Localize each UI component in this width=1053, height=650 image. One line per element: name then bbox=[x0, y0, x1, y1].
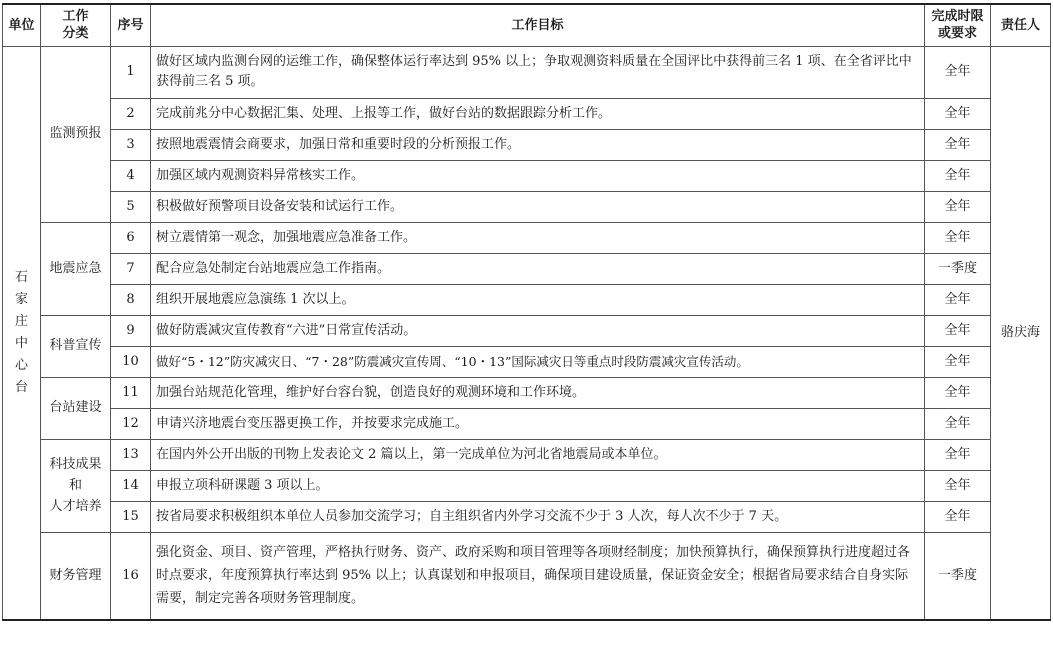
table-row bbox=[3, 315, 1051, 346]
deadline-cell: 全年 bbox=[925, 501, 991, 532]
deadline-cell: 全年 bbox=[925, 222, 991, 253]
table-row bbox=[3, 470, 1051, 501]
goal-cell: 完成前兆分中心数据汇集、处理、上报等工作，做好台站的数据跟踪分析工作。 bbox=[151, 98, 925, 129]
deadline-cell: 全年 bbox=[925, 191, 991, 222]
header-goal: 工作目标 bbox=[151, 4, 925, 46]
deadline-cell: 全年 bbox=[925, 439, 991, 470]
table-row bbox=[3, 346, 1051, 377]
table-row bbox=[3, 501, 1051, 532]
seq-cell: 3 bbox=[111, 129, 151, 160]
goal-cell: 加强台站规范化管理，维护好台容台貌，创造良好的观测环境和工作环境。 bbox=[151, 377, 925, 408]
deadline-cell: 全年 bbox=[925, 470, 991, 501]
goal-cell: 申请兴济地震台变压器更换工作，并按要求完成施工。 bbox=[151, 408, 925, 439]
goal-cell: 配合应急处制定台站地震应急工作指南。 bbox=[151, 253, 925, 284]
header-unit: 单位 bbox=[3, 4, 41, 46]
seq-cell: 5 bbox=[111, 191, 151, 222]
deadline-cell: 全年 bbox=[925, 284, 991, 315]
goal-cell: 在国内外公开出版的刊物上发表论文 2 篇以上，第一完成单位为河北省地震局或本单位。 bbox=[151, 439, 925, 470]
goal-cell: 申报立项科研课题 3 项以上。 bbox=[151, 470, 925, 501]
category-name: 监测预报 bbox=[49, 126, 102, 141]
category-cell bbox=[41, 532, 111, 620]
seq-cell: 6 bbox=[111, 222, 151, 253]
table-row bbox=[3, 284, 1051, 315]
header-deadline-label: 完成时限 或要求 bbox=[931, 9, 984, 42]
goal-cell: 积极做好预警项目设备安装和试运行工作。 bbox=[151, 191, 925, 222]
seq-cell: 4 bbox=[111, 160, 151, 191]
table-row bbox=[3, 532, 1051, 620]
goal-cell: 加强区域内观测资料异常核实工作。 bbox=[151, 160, 925, 191]
unit-name: 石家庄中心台 bbox=[14, 269, 28, 395]
deadline-cell: 全年 bbox=[925, 346, 991, 377]
deadline-cell: 一季度 bbox=[925, 253, 991, 284]
seq-cell: 16 bbox=[111, 532, 151, 620]
seq-cell: 11 bbox=[111, 377, 151, 408]
table-row bbox=[3, 160, 1051, 191]
unit-cell bbox=[3, 46, 41, 620]
category-cell bbox=[41, 46, 111, 222]
deadline-cell: 全年 bbox=[925, 315, 991, 346]
seq-cell: 13 bbox=[111, 439, 151, 470]
table-row bbox=[3, 222, 1051, 253]
category-name: 财务管理 bbox=[49, 567, 102, 583]
category-name: 科技成果 和 人才培养 bbox=[49, 457, 102, 514]
category-cell bbox=[41, 439, 111, 532]
table-row bbox=[3, 46, 1051, 98]
deadline-cell: 一季度 bbox=[925, 532, 991, 620]
seq-cell: 7 bbox=[111, 253, 151, 284]
table-row bbox=[3, 439, 1051, 470]
header-row bbox=[3, 4, 1051, 46]
goal-cell: 做好“5・12”防灾减灾日、“7・28”防震减灾宣传周、“10・13”国际减灾日等重点时段防震减灾宣传活动。 bbox=[151, 346, 925, 377]
header-category-label: 工作 分类 bbox=[62, 9, 89, 42]
table-row bbox=[3, 98, 1051, 129]
goal-cell: 树立震情第一观念，加强地震应急准备工作。 bbox=[151, 222, 925, 253]
category-cell bbox=[41, 377, 111, 439]
category-name: 科普宣传 bbox=[49, 338, 102, 353]
category-cell bbox=[41, 315, 111, 377]
deadline-cell: 全年 bbox=[925, 129, 991, 160]
seq-cell: 14 bbox=[111, 470, 151, 501]
table-row bbox=[3, 253, 1051, 284]
owner-cell: 骆庆海 bbox=[991, 46, 1051, 620]
deadline-cell: 全年 bbox=[925, 98, 991, 129]
seq-cell: 2 bbox=[111, 98, 151, 129]
table-row bbox=[3, 408, 1051, 439]
goal-cell: 做好区域内监测台网的运维工作，确保整体运行率达到 95% 以上；争取观测资料质量在全国评比中获得前三名 1 项、在全省评比中获得前三名 5 项。 bbox=[151, 46, 925, 98]
table-row bbox=[3, 129, 1051, 160]
table-row bbox=[3, 377, 1051, 408]
category-cell bbox=[41, 222, 111, 315]
goal-cell: 组织开展地震应急演练 1 次以上。 bbox=[151, 284, 925, 315]
seq-cell: 15 bbox=[111, 501, 151, 532]
table-row bbox=[3, 191, 1051, 222]
work-goals-table bbox=[2, 3, 1051, 621]
header-seq: 序号 bbox=[111, 4, 151, 46]
seq-cell: 8 bbox=[111, 284, 151, 315]
goal-cell: 按省局要求积极组织本单位人员参加交流学习；自主组织省内外学习交流不少于 3 人次，每人次不少于 7 天。 bbox=[151, 501, 925, 532]
seq-cell: 9 bbox=[111, 315, 151, 346]
seq-cell: 12 bbox=[111, 408, 151, 439]
category-name: 台站建设 bbox=[49, 400, 102, 415]
goal-cell: 做好防震减灾宣传教育“六进”日常宣传活动。 bbox=[151, 315, 925, 346]
header-category bbox=[41, 4, 111, 46]
deadline-cell: 全年 bbox=[925, 408, 991, 439]
goal-cell: 按照地震震情会商要求，加强日常和重要时段的分析预报工作。 bbox=[151, 129, 925, 160]
deadline-cell: 全年 bbox=[925, 377, 991, 408]
deadline-cell: 全年 bbox=[925, 46, 991, 98]
seq-cell: 10 bbox=[111, 346, 151, 377]
goal-cell: 强化资金、项目、资产管理，严格执行财务、资产、政府采购和项目管理等各项财经制度；加快预算执行，确保预算执行进度超过各时点要求，年度预算执行率达到 95% 以上；认真谋划和申报项目，确保项目建设质量，保证资金安全；根据省局要求结合自身实际需要，制定完善各项财务管理制度。 bbox=[151, 532, 925, 620]
category-name: 地震应急 bbox=[49, 260, 102, 276]
deadline-cell: 全年 bbox=[925, 160, 991, 191]
header-deadline bbox=[925, 4, 991, 46]
header-owner: 责任人 bbox=[991, 4, 1051, 46]
seq-cell: 1 bbox=[111, 46, 151, 98]
